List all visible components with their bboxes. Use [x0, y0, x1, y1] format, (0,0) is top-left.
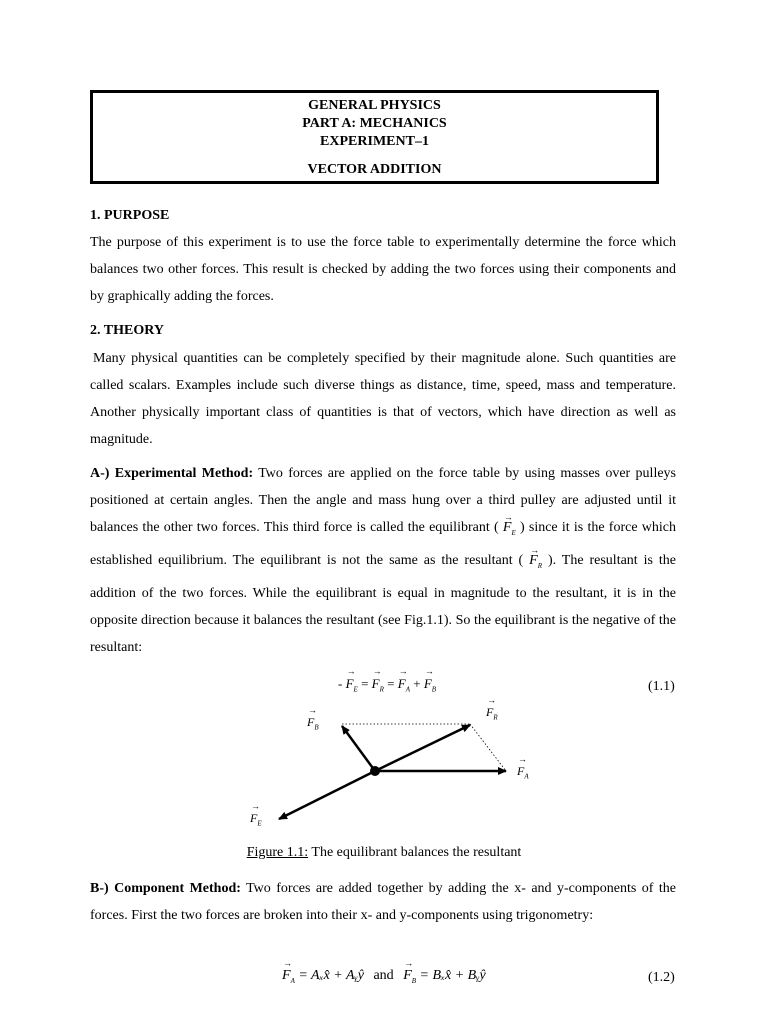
vector-fe-arrow [279, 771, 375, 819]
method-a-text-2: ) since it is the force which established equilibrium. The equilibrant is not the same as the resultant ( [90, 520, 677, 568]
method-a-text-3: ). The resultant is the addition of the two forces. While the equilibrant is equal in magnitude to the resultant, it is in the opposite direction because it balances the resultant (see Fig.1.1). So the equilibrant is the negative of the resultant: [90, 552, 676, 655]
equation-1-1-number: (1.1) [648, 679, 675, 694]
equation-1-2: → $F_A$ = Aₓx̂ + Aᵧŷ and → $F_B$ = Bₓx̂ + Bᵧŷ [282, 968, 486, 985]
equation-1-2-number: (1.2) [648, 970, 675, 985]
equation-fb-rhs: = Bₓx̂ + Bᵧŷ [419, 968, 486, 983]
method-b-label: B-) Component Method: [90, 881, 241, 896]
label-fb: → $F_B$ [307, 715, 319, 731]
equation-1-1: - → $F_E$ = → $F_R$ = → $F_A$ + → $F_B$ [338, 676, 436, 694]
theory-paragraph: Many physical quantities can be completely specified by their magnitude alone. Such quantities are called scalars. Examples include such diverse things as distance, time, speed, mass and temperature. Another physically important class of quantities is that of vectors, which have direction as well as magnitude. [90, 351, 676, 447]
method-a-text-1: Two forces are applied on the force table by using masses over pulleys positioned at certain angles. Then the angle and mass hung over a third pulley are adjusted until it balances the other two forces. This third force is called the equilibrant ( [90, 466, 676, 535]
experiment-number: EXPERIMENT–1 [320, 134, 429, 149]
label-fr: → $F_R$ [486, 705, 498, 721]
part-title: PART A: MECHANICS [302, 116, 447, 131]
equation-fa-rhs: = Aₓx̂ + Aᵧŷ [298, 968, 364, 983]
equation-and: and [373, 968, 394, 983]
origin-point [370, 766, 380, 776]
vector-fe-inline: → $F_E$ [503, 514, 516, 547]
vector-fb-arrow [342, 726, 375, 771]
theory-heading: 2. THEORY [90, 323, 164, 338]
experiment-title: VECTOR ADDITION [307, 162, 442, 177]
figure-caption-label: Figure 1.1: [246, 845, 309, 860]
vector-fr-inline: → $F_R$ [529, 547, 542, 580]
dotted-line-right [470, 724, 506, 771]
figure-caption [0, 845, 768, 861]
label-fe: → $F_E$ [250, 811, 262, 827]
purpose-heading: 1. PURPOSE [90, 208, 170, 223]
method-b-text: Two forces are added together by adding the x- and y-components of the forces. First the two forces are broken into their x- and y-components using trigonometry: [90, 881, 676, 923]
course-title: GENERAL PHYSICS [308, 98, 441, 113]
purpose-paragraph: The purpose of this experiment is to use the force table to experimentally determine the force which balances two other forces. This result is checked by adding the two forces using their components and by graphically adding the forces. [90, 235, 676, 304]
method-b-paragraph [90, 875, 676, 929]
figure-caption-text: The equilibrant balances the resultant [308, 845, 522, 860]
vector-fr-arrow [375, 725, 470, 771]
method-a-label: A-) Experimental Method: [90, 466, 254, 481]
label-fa: → $F_A$ [517, 764, 529, 780]
